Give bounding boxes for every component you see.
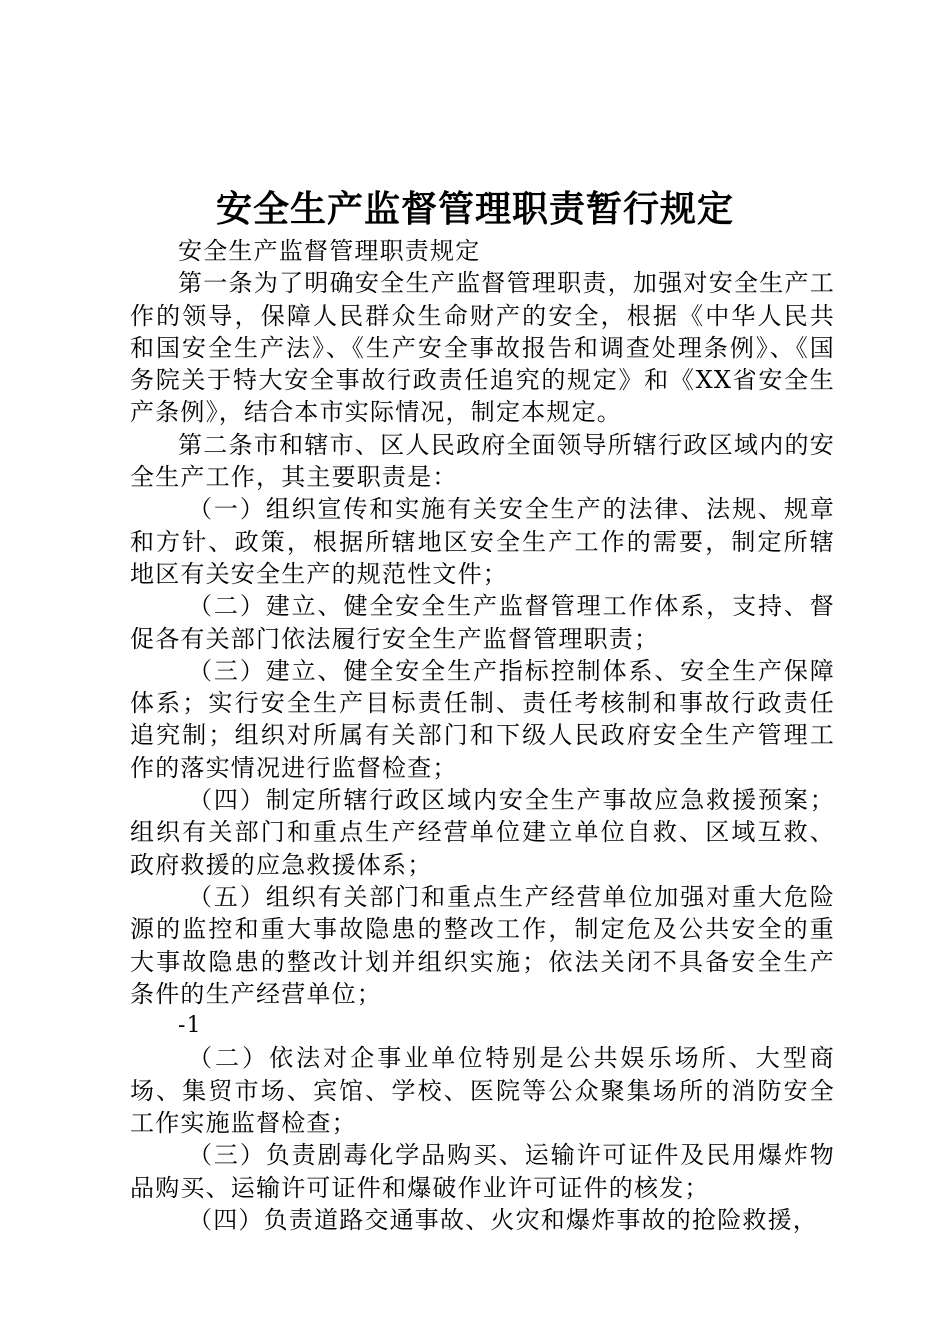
document-subtitle: 安全生产监督管理职责规定 xyxy=(178,237,481,265)
paragraph-item-1: （一）组织宣传和实施有关安全生产的法律、法规、规章和方针、政策，根据所辖地区安全生产工作的需要，制定所辖地区有关安全生产的规范性文件； xyxy=(130,495,835,588)
document-title: 安全生产监督管理职责暂行规定 xyxy=(215,189,734,230)
paragraph-article-2: 第二条市和辖市、区人民政府全面领导所辖行政区域内的安全生产工作，其主要职责是： xyxy=(130,430,835,492)
paragraph-item-3b: （三）负责剧毒化学品购买、运输许可证件及民用爆炸物品购买、运输许可证件和爆破作业许可证件的核发； xyxy=(130,1141,835,1202)
paragraph-item-4: （四）制定所辖行政区域内安全生产事故应急救援预案；组织有关部门和重点生产经营单位建立单位自救、区域互救、政府救援的应急救援体系； xyxy=(130,786,835,879)
paragraph-item-3: （三）建立、健全安全生产指标控制体系、安全生产保障体系；实行安全生产目标责任制、责任考核制和事故行政责任追究制；组织对所属有关部门和下级人民政府安全生产管理工作的落实情况进行监督检查； xyxy=(130,656,835,782)
paragraph-article-1: 第一条为了明确安全生产监督管理职责，加强对安全生产工作的领导，保障人民群众生命财产的安全，根据《中华人民共和国安全生产法》、《生产安全事故报告和调查处理条例》、《国务院关于特大安全事故行政责任追究的规定》和《XX省安全生产条例》，结合本市实际情况，制定本规定。 xyxy=(130,269,835,427)
paragraph-item-2: （二）建立、健全安全生产监督管理工作体系，支持、督促各有关部门依法履行安全生产监督管理职责； xyxy=(130,592,835,653)
paragraph-item-5: （五）组织有关部门和重点生产经营单位加强对重大危险源的监控和重大事故隐患的整改工作，制定危及公共安全的重大事故隐患的整改计划并组织实施；依法关闭不具备安全生产条件的生产经营单位； xyxy=(130,882,835,1008)
paragraph-item-4b: （四）负责道路交通事故、火灾和爆炸事故的抢险救援， xyxy=(188,1205,818,1234)
page-marker: -1 xyxy=(178,1013,202,1039)
document-body xyxy=(130,235,835,1236)
paragraph-item-2b: （二）依法对企事业单位特别是公共娱乐场所、大型商场、集贸市场、宾馆、学校、医院等公众聚集场所的消防安全工作实施监督检查； xyxy=(130,1044,835,1138)
